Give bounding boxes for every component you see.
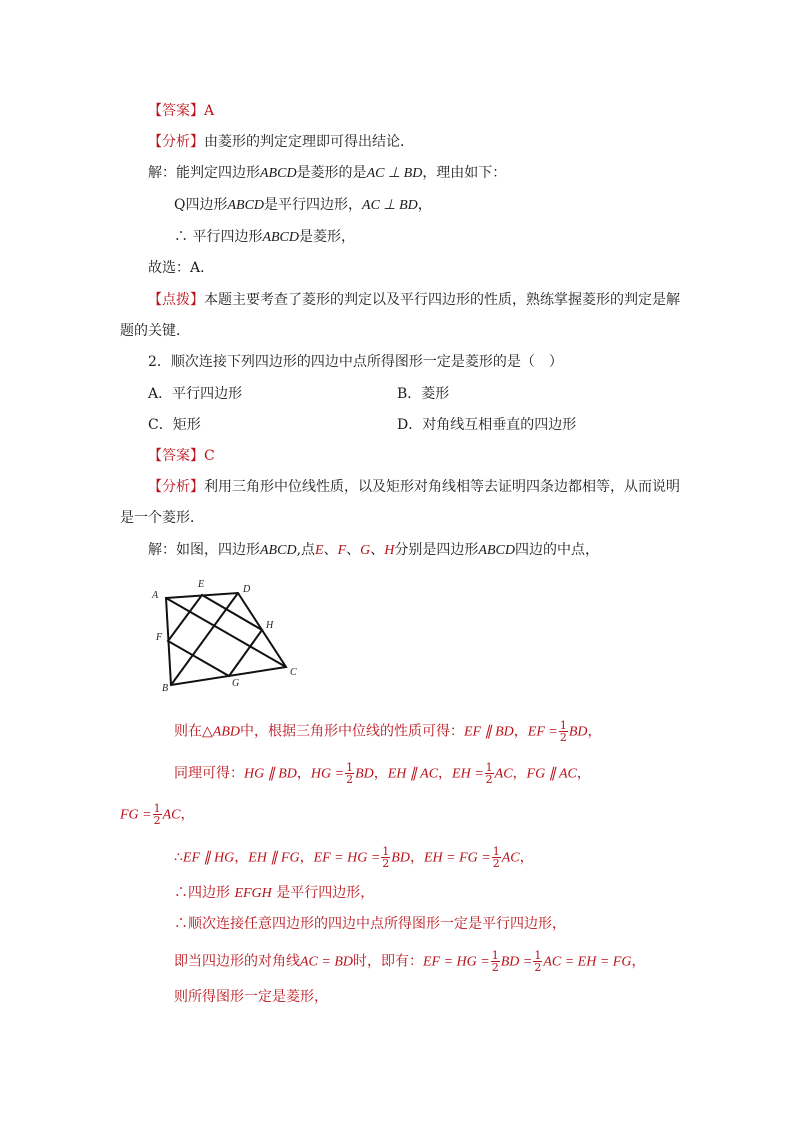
segment: AC	[162, 807, 181, 823]
numerator: 1	[153, 802, 161, 815]
comma: ，	[519, 849, 534, 866]
solution-p3: 四边的中点，	[514, 542, 599, 558]
answer-value: A	[204, 103, 215, 119]
answer-tag: 【答案】	[148, 103, 204, 119]
numerator: 1	[491, 949, 499, 962]
comma: ，	[512, 765, 527, 782]
comma: ，	[299, 849, 314, 866]
step-text: 同理可得：	[174, 765, 244, 782]
fraction	[492, 846, 501, 869]
analysis-text-2: 是一个菱形．	[120, 510, 204, 526]
numerator: 1	[382, 845, 390, 858]
denominator: 2	[382, 857, 390, 870]
analysis-tag: 【分析】	[148, 479, 204, 495]
segment: AC	[501, 850, 520, 866]
question-text: 2．顺次连接下列四边形的四边中点所得图形一定是菱形的是（ ）	[148, 354, 563, 370]
step-5	[174, 914, 566, 934]
segment: AC	[494, 766, 513, 782]
relation: EF ∥ BD	[464, 724, 514, 740]
choice-1	[148, 258, 214, 278]
answer-value: C	[204, 448, 215, 464]
segment: BD	[355, 766, 374, 782]
relation: EH =	[452, 766, 484, 782]
comma: ，	[180, 806, 195, 823]
relation: EF ∥ HG	[182, 850, 235, 866]
point-f: F	[337, 543, 347, 558]
therefore-symbol: ∴	[174, 849, 183, 866]
comma: ，	[409, 849, 424, 866]
sep: 、	[346, 542, 361, 558]
step-3	[174, 846, 534, 869]
relation: EH = FG =	[423, 850, 491, 866]
relation: HG =	[310, 766, 345, 782]
solution-tail: ，理由如下：	[422, 165, 507, 181]
numerator: 1	[485, 761, 493, 774]
numerator: 1	[346, 761, 354, 774]
analysis-2	[148, 477, 680, 497]
step-text-2: 时，即有：	[353, 953, 423, 970]
quad-name: ABCD	[260, 543, 297, 558]
solution-1	[148, 163, 506, 184]
analysis-text: 利用三角形中位线性质，以及矩形对角线相等去证明四条边都相等，从而说明	[204, 479, 680, 495]
denominator: 2	[485, 773, 493, 786]
denominator: 2	[559, 731, 567, 744]
sep: 、	[323, 542, 338, 558]
because-comma: ，	[417, 197, 432, 213]
step-4	[174, 883, 374, 904]
step-text: 则所得图形一定是菱形，	[174, 989, 328, 1005]
tip-tag: 【点拨】	[148, 292, 204, 308]
fraction	[381, 846, 390, 869]
therefore-line	[174, 227, 355, 248]
label-e: E	[198, 579, 205, 590]
segment: BD	[391, 850, 410, 866]
fraction	[491, 950, 500, 973]
denominator: 2	[492, 857, 500, 870]
fraction	[533, 950, 542, 973]
label-f: F	[156, 632, 163, 643]
relation: EF = HG =	[423, 954, 490, 970]
fraction	[345, 762, 354, 785]
denominator: 2	[153, 814, 161, 827]
tip-text: 本题主要考查了菱形的判定以及平行四边形的性质，熟练掌握菱形的判定是解	[204, 292, 680, 308]
comma: ，	[438, 765, 453, 782]
option-label: C．矩形	[148, 417, 201, 433]
step-2	[174, 762, 591, 785]
because-symbol: Q	[174, 197, 186, 213]
quad-name: ABCD	[227, 198, 265, 213]
sep: 、	[370, 542, 385, 558]
tip-1-cont	[120, 321, 190, 341]
quad-name: ABCD	[260, 166, 297, 181]
analysis-text: 由菱形的判定定理即可得出结论．	[204, 134, 414, 150]
step-2b	[120, 803, 195, 826]
solution-p1: ,点	[296, 542, 316, 558]
answer-tag: 【答案】	[148, 448, 204, 464]
therefore-text-2: 是菱形，	[299, 229, 356, 245]
denominator: 2	[491, 961, 499, 974]
relation: AC = EH = FG	[543, 954, 632, 970]
option-label: D．对角线互相垂直的四边形	[397, 417, 577, 433]
comma: ，	[513, 723, 528, 740]
denominator: 2	[346, 773, 354, 786]
step-1	[174, 720, 602, 743]
answer-2	[148, 446, 215, 466]
segment: BD	[568, 724, 588, 740]
numerator: 1	[492, 845, 500, 858]
point-h: H	[384, 543, 395, 558]
step-text: 则在△	[174, 723, 213, 740]
step-text: ∴四边形	[174, 885, 230, 901]
because-text: 四边形	[185, 197, 228, 213]
because-text-2: 是平行四边形，	[264, 197, 363, 213]
option-c	[148, 415, 201, 435]
step-text-2: 是平行四边形，	[276, 885, 375, 901]
quad-name: ABCD	[262, 230, 300, 245]
point-g: G	[360, 543, 371, 558]
label-c: C	[290, 667, 297, 678]
solution-mid: 是菱形的是	[296, 165, 367, 181]
solution-p2: 分别是四边形	[394, 542, 479, 558]
relation: HG ∥ BD	[244, 766, 297, 782]
label-b: B	[162, 683, 169, 694]
therefore-symbol: ∴	[174, 229, 188, 245]
comma: ，	[576, 765, 591, 782]
quadrilateral-figure	[140, 572, 320, 702]
numerator: 1	[534, 949, 542, 962]
answer-1	[148, 101, 214, 121]
label-a: A	[152, 590, 159, 601]
step-text: 即当四边形的对角线	[174, 953, 300, 970]
option-label: A．平行四边形	[148, 386, 243, 402]
step-text: ∴顺次连接任意四边形的四边中点所得图形一定是平行四边形，	[174, 916, 566, 932]
label-d: D	[243, 584, 251, 595]
quad-abcd	[166, 593, 286, 685]
fraction	[153, 803, 162, 826]
option-a	[148, 384, 242, 404]
option-b	[397, 384, 449, 404]
step-text-2: 中，根据三角形中位线的性质可得：	[240, 723, 464, 740]
step-6	[174, 950, 645, 973]
analysis-tag: 【分析】	[148, 134, 204, 150]
fraction	[559, 720, 568, 743]
analysis-2-cont	[120, 508, 204, 528]
step-7	[174, 987, 328, 1007]
denominator: 2	[534, 961, 542, 974]
relation: EH ∥ FG	[248, 850, 300, 866]
figure-lines	[166, 593, 286, 685]
comma: ，	[631, 953, 646, 970]
quad-name: EFGH	[234, 886, 272, 901]
because-line	[174, 195, 432, 216]
point-e: E	[315, 543, 324, 558]
comma: ，	[373, 765, 388, 782]
question-2	[148, 352, 563, 372]
solution-lead: 解：能判定四边形	[148, 165, 260, 181]
relation: FG ∥ AC	[526, 766, 577, 782]
relation: EF =	[527, 724, 558, 740]
relation: EH ∥ AC	[387, 766, 439, 782]
therefore-text: 平行四边形	[192, 229, 263, 245]
triangle-name: ABD	[212, 724, 240, 740]
choice-text: 故选：A．	[148, 260, 215, 276]
comma: ，	[296, 765, 311, 782]
fraction	[485, 762, 494, 785]
condition: AC ⊥ BD	[362, 198, 418, 213]
analysis-1	[148, 132, 414, 152]
solution-2	[148, 540, 599, 561]
option-label: B．菱形	[397, 386, 450, 402]
tip-1	[148, 290, 680, 310]
segment: BD =	[500, 954, 533, 970]
tip-text-2: 题的关键．	[120, 323, 190, 339]
solution-lead: 解：如图，四边形	[148, 542, 260, 558]
label-h: H	[266, 620, 274, 631]
relation: AC = BD	[300, 954, 353, 970]
label-g: G	[232, 678, 240, 689]
comma: ，	[587, 723, 602, 740]
numerator: 1	[559, 719, 567, 732]
relation: EF = HG =	[313, 850, 381, 866]
relation: FG =	[120, 807, 152, 823]
condition: AC ⊥ BD	[366, 166, 423, 181]
quad-name: ABCD	[478, 543, 515, 558]
comma: ，	[234, 849, 249, 866]
option-d	[397, 415, 576, 435]
